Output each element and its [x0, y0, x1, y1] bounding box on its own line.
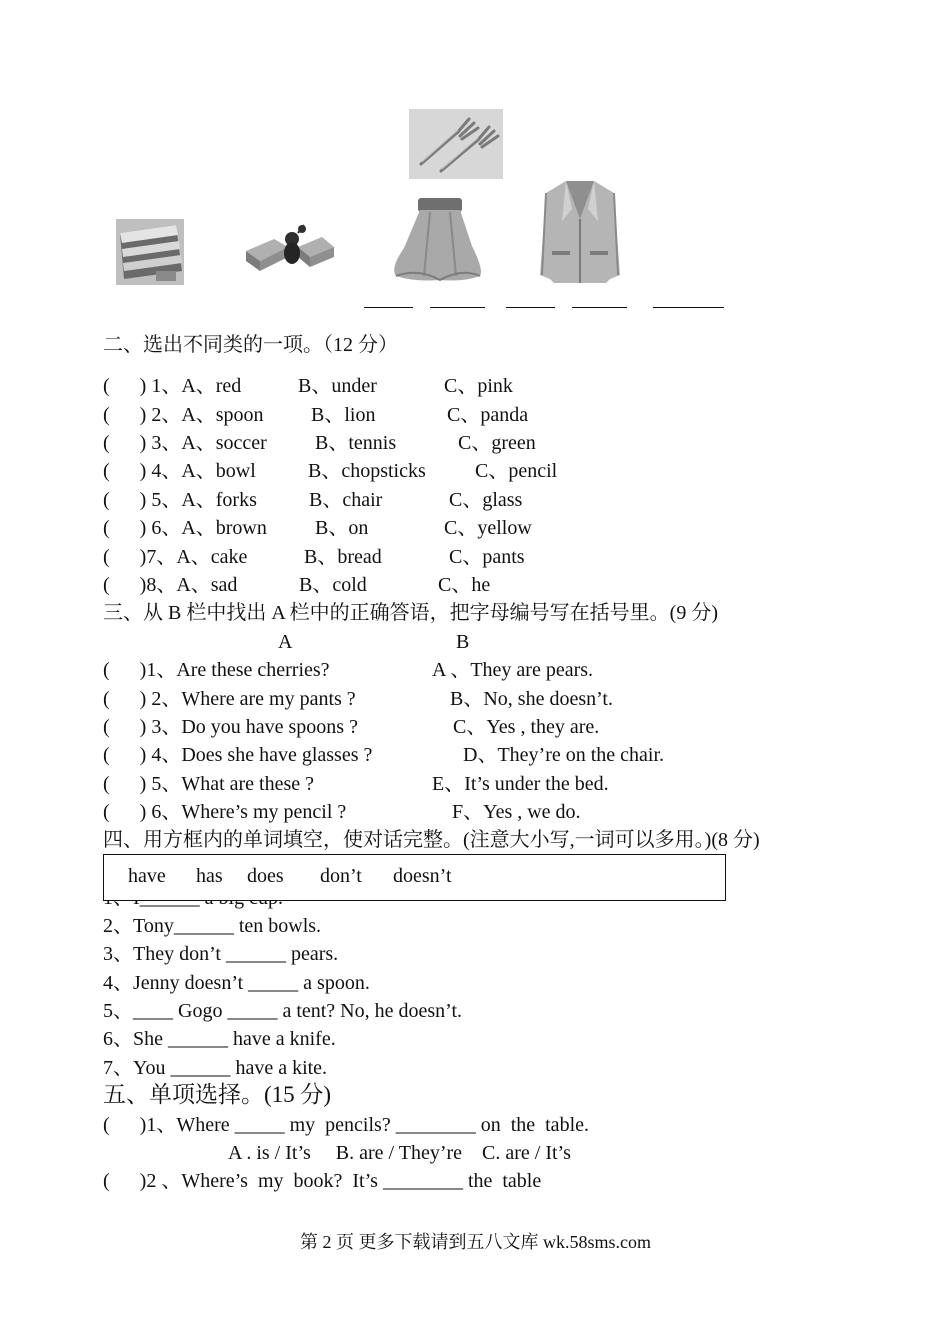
s2-row-b: B、tennis [315, 432, 397, 454]
s5-question-1-options: A . is / It’s B. are / They’re C. are / It’s [228, 1142, 571, 1164]
s3-question: ( ) 5、What are these ? [103, 773, 315, 795]
s3-question: ( ) 2、Where are my pants ? [103, 688, 356, 710]
section-3-title: 三、从 B 栏中找出 A 栏中的正确答语，把字母编号写在括号里。(9 分) [103, 602, 718, 624]
s2-row-b: B、lion [311, 404, 376, 426]
s2-row-num: ( ) 2、A、spoon [103, 404, 264, 426]
s3-answer: F、Yes , we do. [452, 801, 581, 823]
s4-line: 4、Jenny doesn’t _____ a spoon. [103, 972, 370, 994]
s3-answer: C、Yes , they are. [453, 716, 600, 738]
s5-question-1: ( )1、Where _____ my pencils? ________ on the table. [103, 1114, 589, 1136]
s3-answer: E、It’s under the bed. [432, 773, 609, 795]
s2-row-num: ( )8、A、sad [103, 574, 238, 596]
s4-line: 3、They don’t ______ pears. [103, 943, 339, 965]
s4-line: 6、She ______ have a knife. [103, 1028, 336, 1050]
s2-row-b: B、on [315, 517, 369, 539]
forks-picture [409, 109, 503, 179]
s2-row-num: ( ) 6、A、brown [103, 517, 267, 539]
s2-row-c: C、he [438, 574, 491, 596]
word-does: does [247, 865, 284, 887]
s3-question: ( ) 3、Do you have spoons ? [103, 716, 358, 738]
s2-row-c: C、panda [447, 404, 529, 426]
s2-row-b: B、bread [304, 546, 382, 568]
s5-question-2: ( )2 、Where’s my book? It’s ________ the table [103, 1170, 542, 1192]
s2-row-num: ( )7、A、cake [103, 546, 248, 568]
jacket-picture [540, 179, 620, 287]
s2-row-num: ( ) 5、A、forks [103, 489, 257, 511]
s3-question: ( ) 4、Does she have glasses ? [103, 744, 373, 766]
s4-line: 2、Tony______ ten bowls. [103, 915, 322, 937]
s2-row-num: ( ) 1、A、red [103, 375, 242, 397]
word-has: has [196, 865, 223, 887]
s2-row-c: C、green [458, 432, 536, 454]
word-box [103, 854, 726, 901]
bread-picture [246, 221, 334, 271]
section-5-title: 五、单项选择。(15 分) [103, 1082, 332, 1107]
s3-question: ( )1、Are these cherries? [103, 659, 330, 681]
word-doesnt: doesn’t [393, 865, 452, 887]
page-footer: 第 2 页 更多下载请到五八文库 wk.58sms.com [300, 1232, 651, 1252]
section-2-title: 二、选出不同类的一项。（12 分） [103, 334, 398, 356]
word-dont: don’t [320, 865, 362, 887]
section-4-title: 四、用方框内的单词填空，使对话完整。(注意大小写,一词可以多用。)(8 分) [103, 829, 760, 851]
skirt-picture [390, 196, 486, 282]
answer-blank-3[interactable] [506, 307, 555, 308]
s3-answer: D、They’re on the chair. [463, 744, 665, 766]
s2-row-c: C、pink [444, 375, 513, 397]
s2-row-num: ( ) 4、A、bowl [103, 460, 256, 482]
s4-line: 5、____ Gogo _____ a tent? No, he doesn’t. [103, 1000, 463, 1022]
answer-blank-4[interactable] [572, 307, 627, 308]
s2-row-c: C、yellow [444, 517, 532, 539]
s2-row-c: C、glass [449, 489, 523, 511]
s2-row-c: C、pants [449, 546, 525, 568]
answer-blank-5[interactable] [653, 307, 724, 308]
s2-row-c: C、pencil [475, 460, 558, 482]
s2-row-b: B、chopsticks [308, 460, 426, 482]
s3-answer: B、No, she doesn’t. [450, 688, 613, 710]
answer-blank-1[interactable] [364, 307, 413, 308]
s3-question: ( ) 6、Where’s my pencil ? [103, 801, 347, 823]
s3-answer: A 、They are pears. [432, 659, 594, 681]
s4-line: 7、You ______ have a kite. [103, 1057, 328, 1079]
word-have: have [128, 865, 166, 887]
s2-row-b: B、chair [309, 489, 383, 511]
s2-row-b: B、under [298, 375, 377, 397]
column-a-header: A [278, 631, 293, 653]
s2-row-num: ( ) 3、A、soccer [103, 432, 267, 454]
column-b-header: B [456, 631, 470, 653]
answer-blank-2[interactable] [430, 307, 485, 308]
cake-picture [116, 219, 184, 285]
s2-row-b: B、cold [299, 574, 367, 596]
